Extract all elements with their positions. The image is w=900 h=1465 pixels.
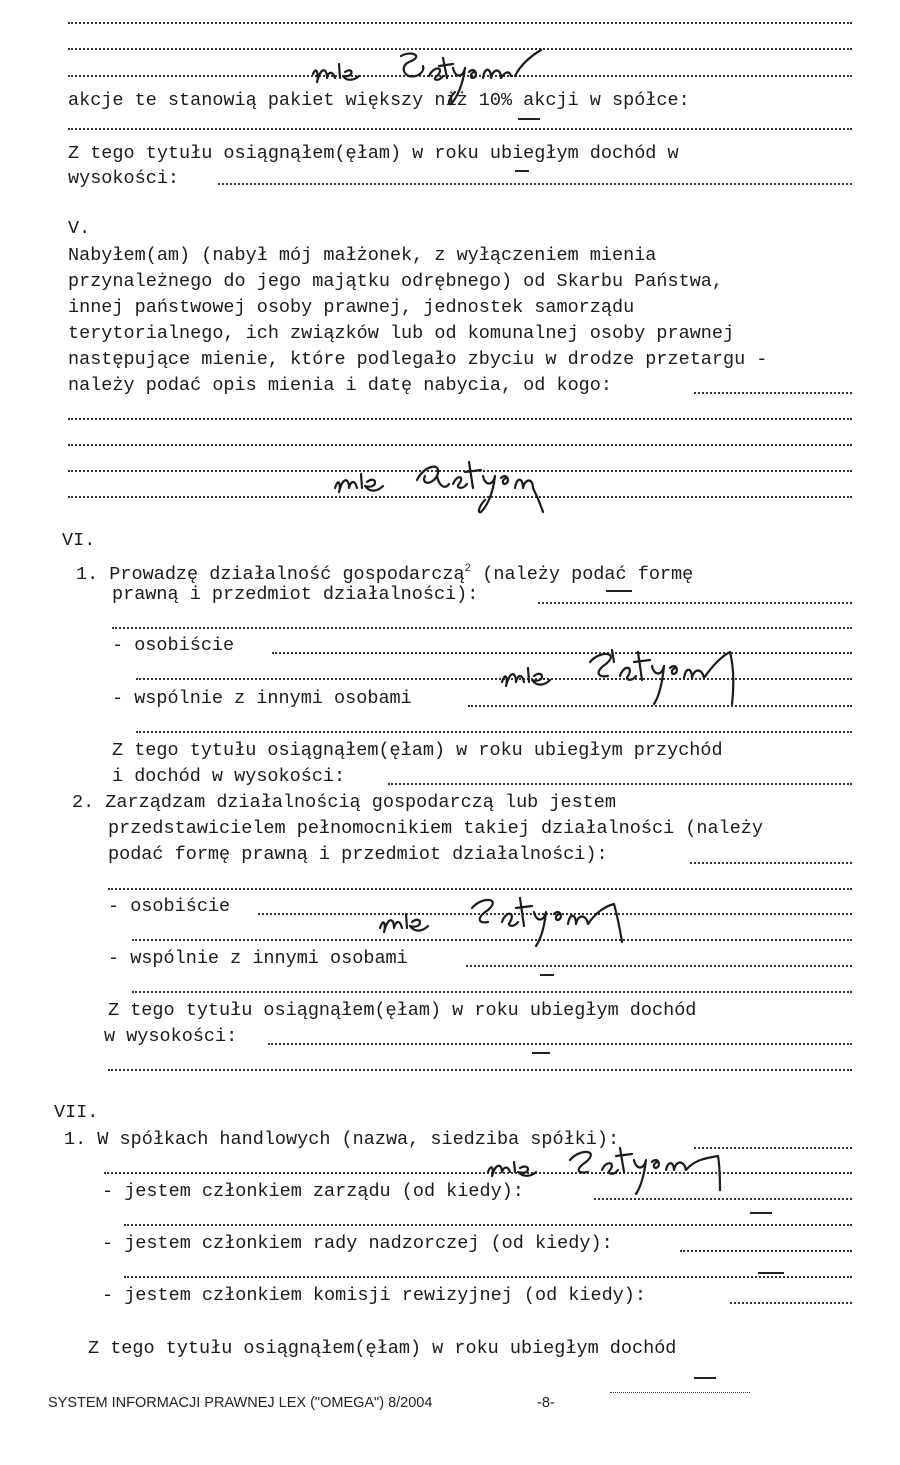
pen-mark <box>515 170 529 172</box>
section-v-heading: V. <box>68 218 91 239</box>
footnote-marker: 2 <box>464 563 472 575</box>
vi-item1-label-tail: (należy podać formę <box>471 564 694 585</box>
section-v-text: przynależnego do jego majątku odrębnego) od Skarbu Państwa, <box>68 271 724 292</box>
blank-line <box>112 627 852 629</box>
pen-mark <box>694 1377 716 1379</box>
blank-line <box>218 183 852 185</box>
blank-line <box>268 1043 852 1045</box>
vi-item1-text <box>76 558 693 586</box>
income-line-amount-label: wysokości: <box>68 168 180 189</box>
blank-line <box>680 1250 852 1252</box>
vii-item1-text: 1. W spółkach handlowych (nazwa, siedziba spółki): <box>64 1129 620 1150</box>
section-vi-heading: VI. <box>62 530 96 551</box>
section-v-text: następujące mienie, które podlegało zbyciu w drodze przetargu - <box>68 349 768 370</box>
blank-line <box>388 783 852 785</box>
vii-income: Z tego tytułu osiągnąłem(ęłam) w roku ubiegłym dochód <box>88 1338 677 1359</box>
blank-line <box>68 22 852 24</box>
board-label: - jestem członkiem zarządu (od kiedy): <box>102 1181 524 1202</box>
handwritten-note <box>325 450 585 520</box>
blank-line <box>730 1302 852 1304</box>
section-v-text: Nabyłem(am) (nabył mój małżonek, z wyłączeniem mienia <box>68 245 657 266</box>
blank-line <box>108 1069 852 1071</box>
section-v-text: terytorialnego, ich związków lub od komunalnej osoby prawnej <box>68 323 735 344</box>
personally-label: - osobiście <box>108 896 231 917</box>
vi-item1-income: i dochód w wysokości: <box>112 766 346 787</box>
handwritten-note <box>490 642 750 712</box>
handwritten-note <box>470 1140 740 1200</box>
footer-source: SYSTEM INFORMACJI PRAWNEJ LEX ("OMEGA") 8/2004 <box>48 1395 433 1411</box>
section-vii-heading: VII. <box>54 1102 99 1123</box>
section-v-text: innej państwowej osoby prawnej, jednostek samorządu <box>68 297 635 318</box>
blank-line <box>124 1224 852 1226</box>
pen-mark <box>606 590 632 592</box>
pen-mark <box>518 118 540 120</box>
pen-mark <box>532 1052 550 1054</box>
handwritten-note <box>370 890 640 950</box>
blank-line <box>68 128 852 130</box>
supervisory-label: - jestem członkiem rady nadzorczej (od kiedy): <box>102 1233 613 1254</box>
jointly-label: - wspólnie z innymi osobami <box>108 948 408 969</box>
vi-item2-income: w wysokości: <box>104 1026 238 1047</box>
blank-line <box>132 991 852 993</box>
blank-line <box>68 418 852 420</box>
audit-label: - jestem członkiem komisji rewizyjnej (od kiedy): <box>102 1285 646 1306</box>
pen-mark <box>758 1272 784 1274</box>
vi-item2-text: podać formę prawną i przedmiot działalności): <box>108 844 608 865</box>
page-number: -8- <box>537 1395 555 1411</box>
vi-item2-text: 2. Zarządzam działalnością gospodarczą lub jestem <box>72 792 616 813</box>
vi-item1-label: 1. Prowadzę działalność gospodarczą <box>76 564 465 585</box>
vi-item1-text: prawną i przedmiot działalności): <box>112 584 479 605</box>
blank-line <box>466 965 852 967</box>
blank-line <box>538 602 852 604</box>
jointly-label: - wspólnie z innymi osobami <box>112 688 412 709</box>
blank-line <box>136 731 852 733</box>
vi-item2-income: Z tego tytułu osiągnąłem(ęłam) w roku ubiegłym dochód <box>108 1000 697 1021</box>
pen-mark <box>540 974 554 976</box>
shares-line: akcje te stanowią pakiet większy niż 10% akcji w spółce: <box>68 90 690 111</box>
handwritten-note <box>305 48 555 128</box>
pen-mark <box>750 1212 772 1214</box>
blank-line <box>694 392 852 394</box>
section-v-text: należy podać opis mienia i datę nabycia, od kogo: <box>68 375 612 396</box>
scan-artifact-line <box>610 1392 750 1393</box>
blank-line <box>68 444 852 446</box>
personally-label: - osobiście <box>112 635 235 656</box>
vi-item1-income: Z tego tytułu osiągnąłem(ęłam) w roku ubiegłym przychód <box>112 740 723 761</box>
blank-line <box>690 862 852 864</box>
vi-item2-text: przedstawicielem pełnomocnikiem takiej działalności (należy <box>108 818 764 839</box>
blank-line <box>124 1276 852 1278</box>
income-line: Z tego tytułu osiągnąłem(ęłam) w roku ubiegłym dochód w <box>68 143 679 164</box>
